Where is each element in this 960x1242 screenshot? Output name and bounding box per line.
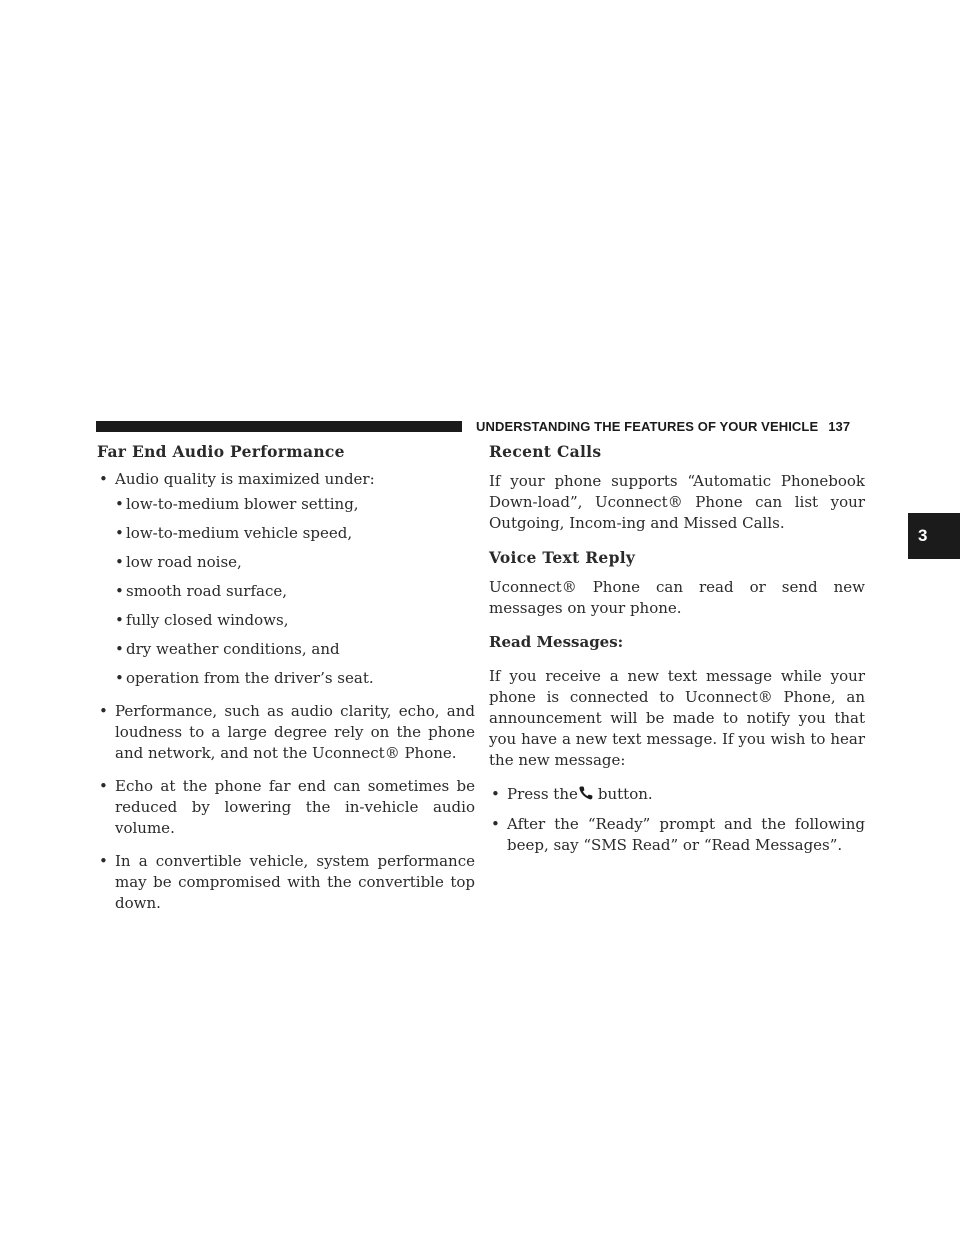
section-heading-far-end-audio: Far End Audio Performance (97, 442, 345, 461)
header-rule (96, 421, 462, 432)
header-title: UNDERSTANDING THE FEATURES OF YOUR VEHICLE (476, 419, 819, 434)
list-item: • low-to-medium vehicle speed, (115, 523, 475, 544)
press-suffix: button. (597, 785, 653, 803)
list-item: • smooth road surface, (115, 581, 475, 602)
left-column (97, 441, 475, 926)
list-item (97, 469, 475, 689)
far-end-bullet-list (97, 469, 475, 914)
bullet-text: Audio quality is maximized under: (115, 470, 375, 488)
read-messages-steps (489, 784, 865, 856)
running-header (476, 417, 850, 437)
read-messages-subheading: Read Messages: (489, 633, 624, 651)
press-prefix: Press the (507, 785, 578, 803)
list-item: • After the “Ready” prompt and the following beep, say “SMS Read” or “Read Messages”. (489, 814, 865, 856)
list-item: • In a convertible vehicle, system performance may be compromised with the convertible top down. (97, 851, 475, 914)
list-item: • low road noise, (115, 552, 475, 573)
right-column (489, 441, 865, 865)
list-item: • low-to-medium blower setting, (115, 494, 475, 515)
page-number: 137 (828, 419, 851, 434)
conditions-sublist (115, 494, 475, 689)
list-item: • fully closed windows, (115, 610, 475, 631)
section-heading-recent-calls: Recent Calls (489, 442, 602, 461)
voice-text-reply-paragraph: Uconnect® Phone can read or send new messages on your phone. (489, 578, 865, 617)
read-messages-paragraph: If you receive a new text message while your phone is connected to Uconnect® Phone, an announcement will be made to notify you that you have a new text message. If you wish to hear the new message: (489, 667, 865, 769)
list-item: • Performance, such as audio clarity, echo, and loudness to a large degree rely on the phone and network, and not the Uconnect® Phone. (97, 701, 475, 764)
list-item (489, 784, 865, 805)
list-item: • operation from the driver’s seat. (115, 668, 475, 689)
phone-icon (578, 785, 598, 801)
section-heading-voice-text-reply: Voice Text Reply (489, 548, 636, 567)
list-item: • dry weather conditions, and (115, 639, 475, 660)
chapter-tab: 3 (908, 513, 960, 559)
list-item: • Echo at the phone far end can sometimes be reduced by lowering the in-vehicle audio volume. (97, 776, 475, 839)
recent-calls-paragraph: If your phone supports “Automatic Phonebook Down-load”, Uconnect® Phone can list your Outgoing, Incom-ing and Missed Calls. (489, 472, 865, 532)
